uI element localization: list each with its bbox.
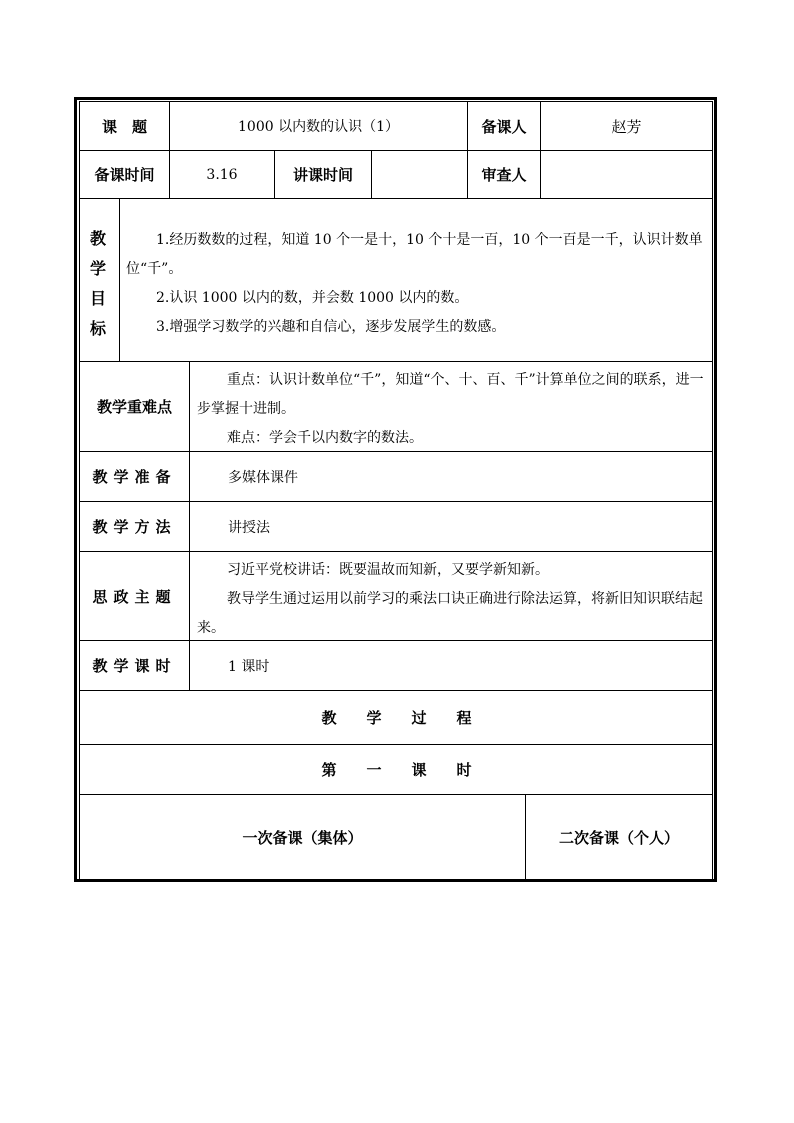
ideology-line-2: 教导学生通过运用以前学习的乘法口诀正确进行除法运算，将新旧知识联结起来。	[197, 591, 703, 636]
lecture-time-value	[372, 151, 467, 198]
ideology-line-1: 习近平党校讲话：既要温故而知新，又要学新知新。	[227, 562, 549, 578]
first-prep-label: 一次备课（集体）	[242, 828, 363, 847]
preparation-label: 教学准备	[92, 468, 177, 486]
key-points-text	[197, 366, 709, 453]
ideology-text	[197, 556, 709, 643]
preparer-value: 赵芳	[611, 117, 642, 136]
ideology-label: 思政主题	[92, 587, 177, 606]
key-difficulty: 难点：学会千以内数字的数法。	[227, 430, 423, 446]
preparer-label: 备课人	[481, 117, 527, 136]
key-focus: 重点：认识计数单位“千”，知道“个、十、百、千”计算单位之间的联系，进一步掌握十进制。	[197, 372, 704, 417]
preparation-value: 多媒体课件	[228, 469, 298, 486]
topic-label: 课 题	[101, 117, 147, 136]
prep-time-label: 备课时间	[94, 166, 155, 184]
goals-text	[126, 226, 706, 342]
topic-value: 1000 以内数的认识（1）	[238, 119, 399, 135]
goal-item-2: 2.认识 1000 以内的数，并会数 1000 以内的数。	[156, 290, 469, 306]
lecture-time-label: 讲课时间	[292, 166, 353, 184]
method-label: 教学方法	[92, 518, 177, 536]
hours-value: 1 课时	[228, 658, 270, 675]
second-prep-label: 二次备课（个人）	[558, 828, 679, 847]
method-value: 讲授法	[228, 519, 270, 536]
goals-label: 教 学 目 标	[89, 229, 106, 338]
reviewer-value	[541, 151, 712, 198]
key-points-label: 教学重难点	[96, 398, 172, 416]
process-title: 教 学 过 程	[321, 709, 472, 727]
prep-time-value: 3.16	[206, 166, 238, 183]
goal-item-3: 3.增强学习数学的兴趣和自信心，逐步发展学生的数感。	[156, 319, 506, 335]
goal-item-1: 1.经历数数的过程，知道 10 个一是十，10 个十是一百，10 个一百是一千，认识计数单位“千”。	[126, 232, 703, 277]
lesson-title: 第 一 课 时	[321, 761, 472, 779]
reviewer-label: 审查人	[481, 166, 527, 184]
hours-label: 教学课时	[92, 657, 177, 675]
